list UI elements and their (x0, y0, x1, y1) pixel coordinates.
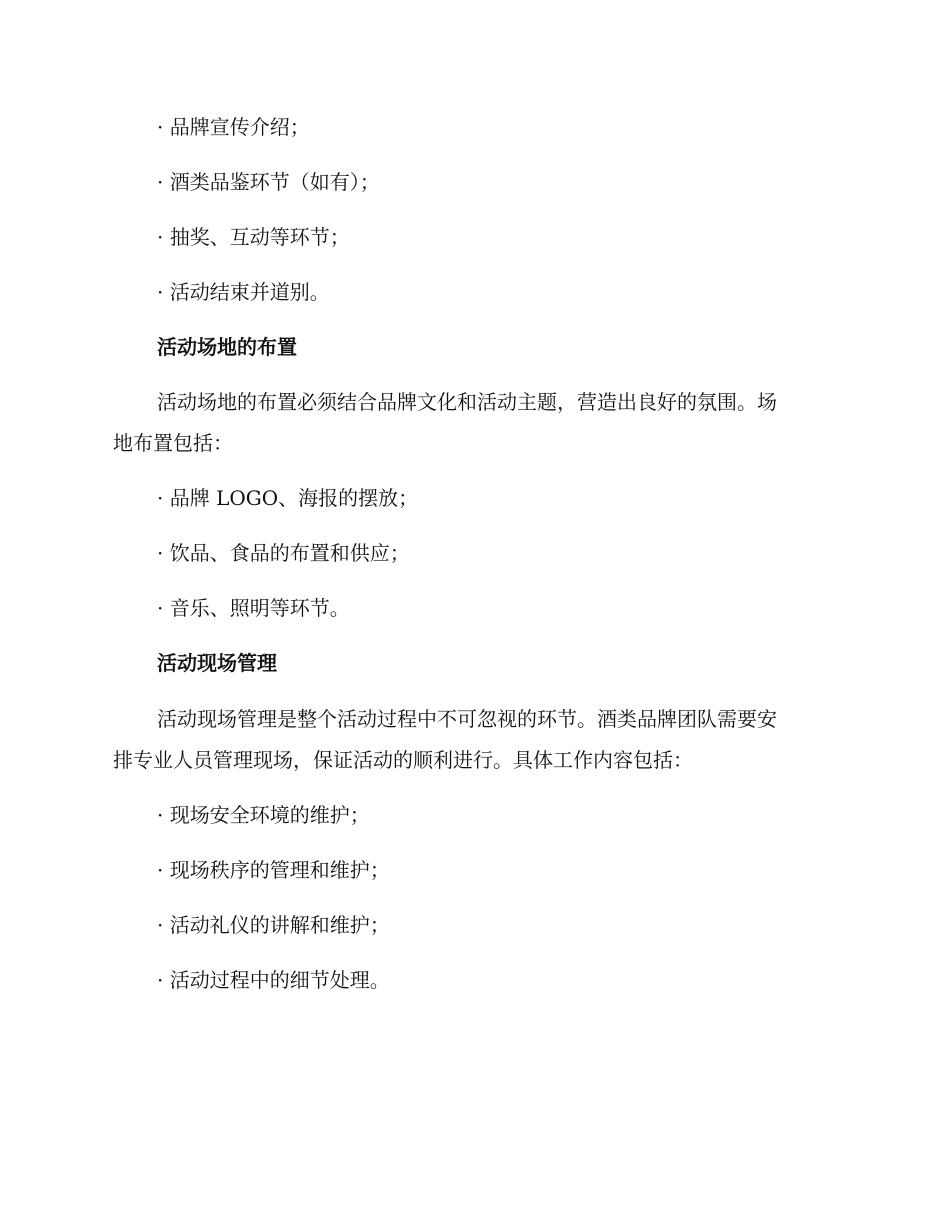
paragraph-line: 活动场地的布置必须结合品牌文化和活动主题，营造出良好的氛围。场 (157, 390, 777, 414)
bullet-item: · 酒类品鉴环节（如有）； (157, 170, 380, 194)
bullet-item: · 活动过程中的细节处理。 (157, 968, 390, 992)
bullet-item: · 活动结束并道别。 (157, 280, 330, 304)
bullet-item: · 品牌宣传介绍； (157, 115, 310, 139)
section-heading: 活动现场管理 (157, 651, 277, 675)
paragraph-line: 排专业人员管理现场，保证活动的顺利进行。具体工作内容包括： (113, 748, 693, 772)
bullet-item: · 品牌 LOGO、海报的摆放； (157, 486, 419, 510)
bullet-item: · 现场安全环境的维护； (157, 803, 370, 827)
bullet-item: · 活动礼仪的讲解和维护； (157, 913, 390, 937)
bullet-item: · 音乐、照明等环节。 (157, 596, 350, 620)
paragraph-line: 活动现场管理是整个活动过程中不可忽视的环节。酒类品牌团队需要安 (157, 707, 777, 731)
section-heading: 活动场地的布置 (157, 335, 297, 359)
bullet-item: · 抽奖、互动等环节； (157, 225, 350, 249)
bullet-item: · 现场秩序的管理和维护； (157, 858, 390, 882)
paragraph-line: 地布置包括： (113, 431, 233, 455)
bullet-item: · 饮品、食品的布置和供应； (157, 541, 410, 565)
